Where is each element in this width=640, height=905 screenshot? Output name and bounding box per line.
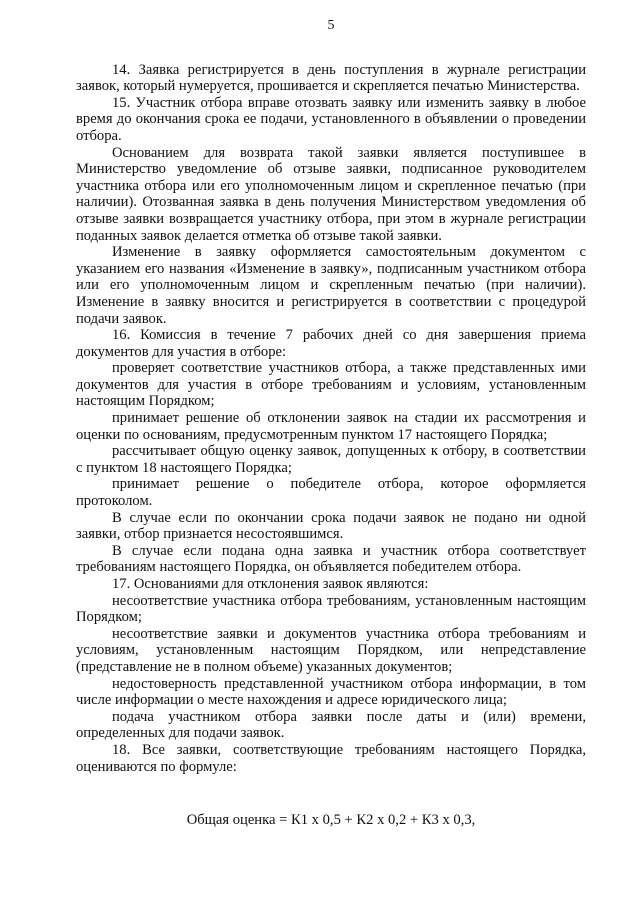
- paragraph: 18. Все заявки, соответствующие требованиям настоящего Порядка, оцениваются по формуле:: [76, 741, 586, 775]
- paragraph: рассчитывает общую оценку заявок, допущенных к отбору, в соответствии с пунктом 18 настоящего Порядка;: [76, 443, 586, 476]
- formula: Общая оценка = К1 х 0,5 + К2 х 0,2 + К3 х 0,3,: [186, 812, 476, 829]
- paragraph: принимает решение о победителе отбора, которое оформляется протоколом.: [76, 476, 586, 510]
- paragraph: В случае если подана одна заявка и участник отбора соответствует требованиям настоящего Порядка, он объявляется победителем отбора.: [76, 542, 586, 576]
- paragraph: несоответствие участника отбора требованиям, установленным настоящим Порядком;: [76, 592, 586, 626]
- paragraphs-container: [76, 62, 586, 776]
- paragraph: 15. Участник отбора вправе отозвать заявку или изменить заявку в любое время до окончания срока ее подачи, установленного в объявлении о проведении отбора.: [76, 94, 586, 144]
- paragraph: 17. Основаниями для отклонения заявок являются:: [112, 576, 429, 592]
- paragraph: Изменение в заявку оформляется самостоятельным документом с указанием его названия «Изменение в заявку», подписанным участником отбора или его уполномоченным лицом и скрепленным печатью (при наличии). Изменение в заявку вносится и регистрируется в соответствии с процедурой подачи заявок.: [76, 244, 586, 327]
- paragraph: проверяет соответствие участников отбора, а также представленных ими документов для участия в отборе требованиям и условиям, установленным настоящим Порядком;: [76, 360, 586, 410]
- paragraph: 14. Заявка регистрируется в день поступления в журнале регистрации заявок, который нумеруется, прошивается и скрепляется печатью Министерства.: [76, 61, 586, 95]
- paragraph: принимает решение об отклонении заявок на стадии их рассмотрения и оценки по основаниям, предусмотренным пунктом 17 настоящего Порядка;: [76, 410, 586, 443]
- paragraph: подача участником отбора заявки после даты и (или) времени, определенных для подачи заявок.: [76, 708, 586, 742]
- paragraph: В случае если по окончании срока подачи заявок не подано ни одной заявки, отбор признается несостоявшимся.: [76, 509, 586, 543]
- document-page: [76, 18, 586, 829]
- page-number: 5: [327, 18, 335, 33]
- paragraph: Основанием для возврата такой заявки является поступившее в Министерство уведомление об отзыве заявки, подписанное руководителем участника отбора или его уполномоченным лицом и скрепленное печатью (при наличии). Отозванная заявка в день получения Министерством уведомления об отзыве заявки возвращается участнику отбора, при этом в журнале регистрации поданных заявок делается отметка об отзыве такой заявки.: [76, 144, 586, 244]
- paragraph: несоответствие заявки и документов участника отбора требованиям и условиям, установленным настоящим Порядком, или непредставление (представление не в полном объеме) указанных документов;: [76, 625, 586, 675]
- paragraph: 16. Комиссия в течение 7 рабочих дней со дня завершения приема документов для участия в отборе:: [76, 327, 586, 360]
- paragraph: недостоверность представленной участником отбора информации, в том числе информации о месте нахождения и адресе юридического лица;: [76, 675, 586, 709]
